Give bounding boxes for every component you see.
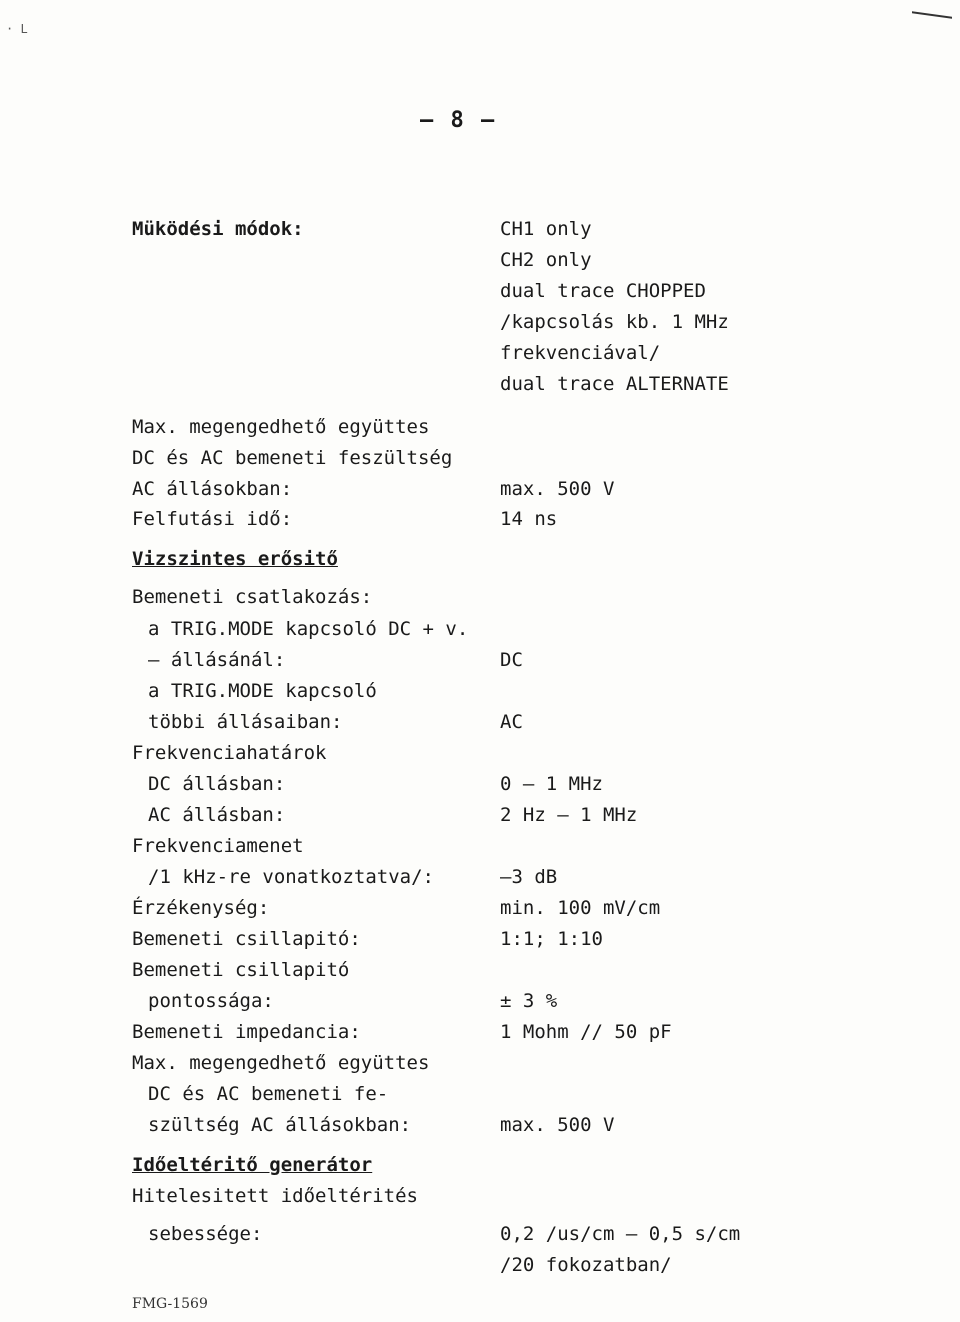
spec-row (0, 955, 960, 985)
spec-label: Bemeneti csatlakozás: (132, 586, 373, 608)
spec-label: Bemeneti impedancia: (132, 1021, 361, 1043)
spec-row (0, 504, 960, 534)
mode-value: /kapcsolás kb. 1 MHz (500, 311, 729, 333)
spec-value: 0 – 1 MHz (500, 773, 603, 795)
spec-value: max. 500 V (500, 478, 615, 500)
spec-value: min. 100 mV/cm (500, 897, 661, 919)
spec-label: DC és AC bemeneti fe- (148, 1083, 389, 1105)
spec-value: DC (500, 649, 523, 671)
spec-row (0, 738, 960, 768)
section-heading: Időeltéritő generátor (132, 1154, 373, 1176)
spec-value: 2 Hz – 1 MHz (500, 804, 638, 826)
spec-label: sebessége: (148, 1223, 263, 1245)
spec-row (0, 1181, 960, 1211)
spec-label: – állásánál: (148, 649, 286, 671)
spec-row (0, 544, 960, 574)
spec-row (0, 893, 960, 923)
spec-label: Max. megengedhető együttes (132, 1052, 430, 1074)
spec-row (0, 676, 960, 706)
mode-row (0, 369, 960, 399)
mode-value: dual trace ALTERNATE (500, 373, 729, 395)
spec-label: Bemeneti csillapitó (132, 959, 350, 981)
mode-row (0, 214, 960, 244)
spec-label: Érzékenység: (132, 897, 270, 919)
page-number: – 8 – (420, 108, 497, 133)
spec-label: Bemeneti csillapitó: (132, 928, 361, 950)
spec-label: Hitelesitett időeltérités (132, 1185, 418, 1207)
spec-row (0, 800, 960, 830)
spec-value: 1:1; 1:10 (500, 928, 603, 950)
spec-row (0, 1150, 960, 1180)
spec-label: Frekvenciamenet (132, 835, 304, 857)
spec-value: ± 3 % (500, 990, 558, 1012)
section-heading: Vizszintes erősitő (132, 548, 338, 570)
spec-label: szültség AC állásokban: (148, 1114, 412, 1136)
modes-label: Müködési módok: (132, 218, 304, 240)
mode-row (0, 245, 960, 275)
mode-value: dual trace CHOPPED (500, 280, 706, 302)
spec-label: Frekvenciahatárok (132, 742, 327, 764)
mode-row (0, 276, 960, 306)
spec-row (0, 986, 960, 1016)
spec-row (0, 1048, 960, 1078)
footer-code: FMG-1569 (132, 1296, 208, 1312)
spec-row (0, 924, 960, 954)
spec-row (0, 1110, 960, 1140)
spec-label: többi állásaiban: (148, 711, 343, 733)
spec-row (0, 582, 960, 612)
corner-stroke (912, 0, 952, 19)
spec-row (0, 831, 960, 861)
spec-row (0, 645, 960, 675)
spec-row (0, 769, 960, 799)
mode-value: CH2 only (500, 249, 592, 271)
spec-row (0, 614, 960, 644)
spec-value: 0,2 /us/cm – 0,5 s/cm (500, 1223, 741, 1245)
spec-label: pontossága: (148, 990, 274, 1012)
spec-row (0, 443, 960, 473)
spec-row (0, 1017, 960, 1047)
spec-value: /20 fokozatban/ (500, 1254, 672, 1276)
spec-row (0, 474, 960, 504)
corner-mark-text: · L (6, 22, 28, 36)
spec-row (0, 1250, 960, 1280)
spec-label: Max. megengedhető együttes (132, 416, 430, 438)
spec-row (0, 1219, 960, 1249)
spec-value: 14 ns (500, 508, 558, 530)
spec-row (0, 707, 960, 737)
spec-label: AC állásokban: (132, 478, 293, 500)
mode-row (0, 307, 960, 337)
spec-value: max. 500 V (500, 1114, 615, 1136)
mode-row (0, 338, 960, 368)
spec-label: DC állásban: (148, 773, 286, 795)
spec-label: a TRIG.MODE kapcsoló (148, 680, 377, 702)
spec-label: DC és AC bemeneti feszültség (132, 447, 453, 469)
spec-label: Felfutási idő: (132, 508, 293, 530)
mode-value: CH1 only (500, 218, 592, 240)
spec-row (0, 412, 960, 442)
spec-row (0, 1079, 960, 1109)
spec-value: AC (500, 711, 523, 733)
spec-value: –3 dB (500, 866, 558, 888)
spec-label: AC állásban: (148, 804, 286, 826)
spec-value: 1 Mohm // 50 pF (500, 1021, 672, 1043)
spec-row (0, 862, 960, 892)
spec-label: a TRIG.MODE kapcsoló DC + v. (148, 618, 469, 640)
mode-value: frekvenciával/ (500, 342, 661, 364)
spec-label: /1 kHz-re vonatkoztatva/: (148, 866, 434, 888)
